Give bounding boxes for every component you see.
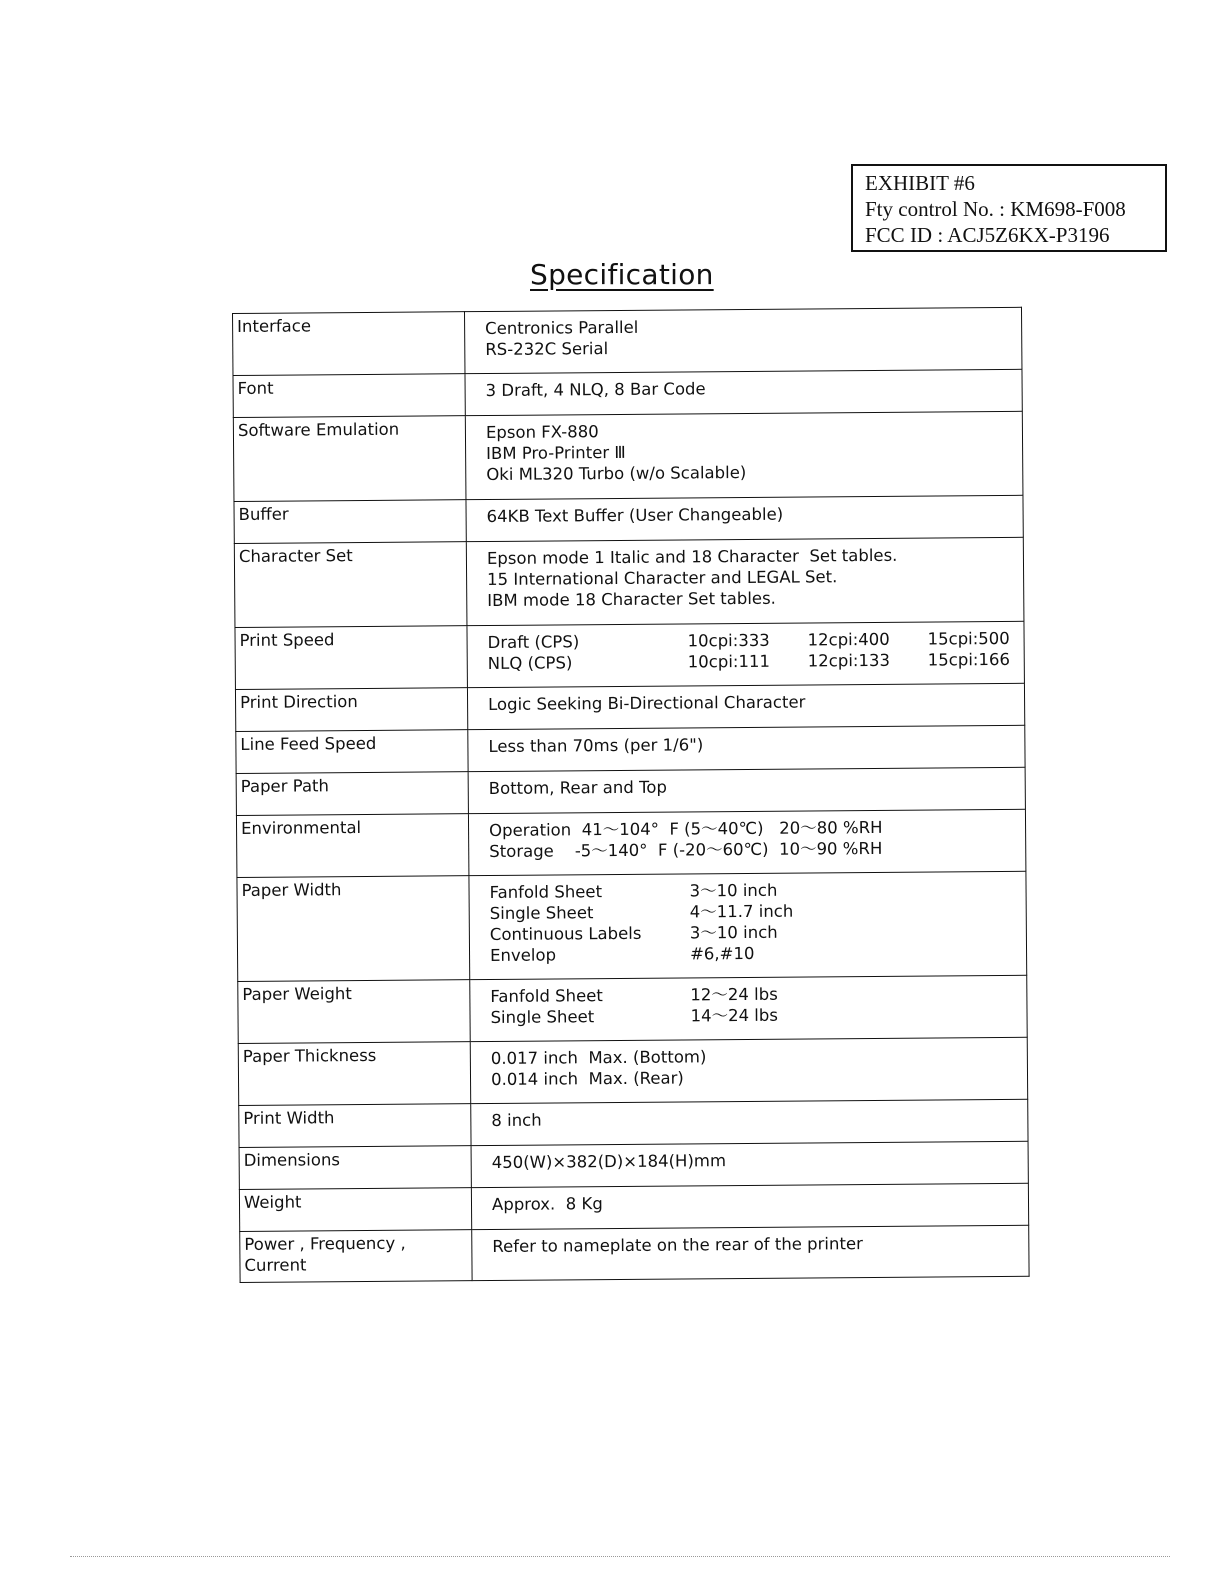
table-row xyxy=(236,767,1025,815)
table-row xyxy=(238,975,1027,1043)
value-line: Epson mode 1 Italic and 18 Character Set tables. xyxy=(486,545,898,569)
speed-10cpi: 10cpi:333 xyxy=(687,630,770,651)
value-line: Centronics Parallel xyxy=(485,317,639,339)
speed-mode: NLQ (CPS) xyxy=(487,653,573,674)
table-row xyxy=(239,1141,1028,1189)
paper-weight: 14～24 lbs xyxy=(690,1005,778,1026)
row-value xyxy=(466,495,1023,541)
paper-size: 3～10 inch xyxy=(689,880,778,901)
speed-12cpi: 12cpi:133 xyxy=(807,650,891,671)
specification-table xyxy=(232,307,1030,1283)
row-value xyxy=(471,1099,1028,1145)
row-value xyxy=(464,307,1021,373)
value-line: 15 International Character and LEGAL Set. xyxy=(487,567,838,590)
speed-nlq-line xyxy=(488,649,1018,674)
row-label: Print Direction xyxy=(235,688,467,732)
value-line: 64KB Text Buffer (User Changeable) xyxy=(486,504,784,527)
row-value xyxy=(467,621,1024,687)
table-row xyxy=(234,537,1024,627)
table-row xyxy=(234,495,1023,543)
value-line: 450(W)×382(D)×184(H)mm xyxy=(491,1151,727,1172)
paper-type: Continuous Labels xyxy=(489,923,642,944)
row-label: Buffer xyxy=(234,500,466,544)
value-line xyxy=(490,1003,1020,1028)
row-value xyxy=(469,871,1027,979)
row-label: Weight xyxy=(239,1188,471,1232)
speed-15cpi: 15cpi:166 xyxy=(927,649,1011,670)
table-row xyxy=(238,1037,1027,1105)
table-row xyxy=(237,871,1027,981)
row-value xyxy=(465,369,1022,415)
row-label: Software Emulation xyxy=(233,416,466,502)
table-row xyxy=(240,1225,1029,1282)
paper-type: Single Sheet xyxy=(489,903,594,923)
table-row xyxy=(233,411,1023,501)
row-value xyxy=(468,809,1025,875)
row-value xyxy=(465,411,1023,499)
table-row xyxy=(235,621,1024,689)
row-value xyxy=(472,1225,1029,1280)
value-line: 0.014 inch Max. (Rear) xyxy=(490,1068,684,1089)
row-label: Paper Thickness xyxy=(238,1042,470,1106)
paper-type: Envelop xyxy=(489,945,557,965)
exhibit-number: EXHIBIT #6 xyxy=(865,171,975,195)
row-label: Paper Width xyxy=(237,876,470,982)
speed-mode: Draft (CPS) xyxy=(487,632,580,653)
row-label: Paper Path xyxy=(236,772,468,816)
row-label: Dimensions xyxy=(239,1146,471,1190)
row-label: Print Width xyxy=(239,1104,471,1148)
value-line: Storage -5～140° F (-20～60℃) 10～90 %RH xyxy=(489,838,883,861)
row-value xyxy=(466,537,1024,625)
value-line: Epson FX-880 xyxy=(485,422,599,443)
row-value xyxy=(467,683,1024,729)
table-row xyxy=(239,1099,1028,1147)
value-line: Logic Seeking Bi-Directional Character xyxy=(488,692,806,715)
row-value xyxy=(468,767,1025,813)
value-line: 0.017 inch Max. (Bottom) xyxy=(490,1047,707,1068)
row-value xyxy=(470,975,1027,1041)
value-line: 3 Draft, 4 NLQ, 8 Bar Code xyxy=(485,379,706,401)
row-label: Font xyxy=(233,374,465,418)
paper-size: 4～11.7 inch xyxy=(689,901,794,922)
page-title: Specification xyxy=(530,258,714,291)
paper-size: 3～10 inch xyxy=(689,922,778,943)
value-line: 8 inch xyxy=(491,1110,542,1130)
value-line xyxy=(490,941,1020,966)
value-line: IBM Pro-Printer Ⅲ xyxy=(486,442,626,464)
row-label: Line Feed Speed xyxy=(236,730,468,774)
speed-10cpi: 10cpi:111 xyxy=(687,651,771,672)
speed-15cpi: 15cpi:500 xyxy=(927,628,1010,649)
value-line: Less than 70ms (per 1/6") xyxy=(488,735,704,756)
table-row xyxy=(236,725,1025,773)
speed-12cpi: 12cpi:400 xyxy=(807,629,890,650)
paper-weight: 12～24 lbs xyxy=(690,984,778,1005)
exhibit-box xyxy=(851,164,1167,252)
paper-type: Fanfold Sheet xyxy=(489,882,603,902)
value-line: Approx. 8 Kg xyxy=(491,1194,603,1214)
row-label: Power , Frequency , Current xyxy=(240,1230,472,1283)
factory-control-number: Fty control No. : KM698-F008 xyxy=(865,197,1126,221)
row-value xyxy=(471,1183,1028,1229)
row-value xyxy=(471,1141,1028,1187)
paper-type: Fanfold Sheet xyxy=(490,986,603,1006)
value-line: IBM mode 18 Character Set tables. xyxy=(487,588,776,611)
table-row xyxy=(235,683,1024,731)
row-label: Paper Weight xyxy=(238,980,470,1044)
row-label: Character Set xyxy=(234,542,467,628)
table-row xyxy=(233,369,1022,417)
value-line: Oki ML320 Turbo (w/o Scalable) xyxy=(486,462,747,485)
row-label: Print Speed xyxy=(235,626,467,690)
row-label: Environmental xyxy=(236,814,468,878)
value-line: Bottom, Rear and Top xyxy=(488,777,667,798)
paper-type: Single Sheet xyxy=(490,1007,595,1027)
table-row xyxy=(236,809,1025,877)
value-line: Operation 41～104° F (5～40℃) 20～80 %RH xyxy=(488,817,883,840)
table-row xyxy=(233,307,1022,375)
fcc-id: FCC ID : ACJ5Z6KX-P3196 xyxy=(865,223,1110,247)
row-label: Interface xyxy=(233,312,465,376)
table-row xyxy=(239,1183,1028,1231)
row-value xyxy=(468,725,1025,771)
value-line: RS-232C Serial xyxy=(485,339,609,360)
paper-size: #6,#10 xyxy=(689,943,755,964)
row-value xyxy=(470,1037,1027,1103)
value-line: Refer to nameplate on the rear of the printer xyxy=(492,1234,863,1256)
scan-artifact-line xyxy=(70,1556,1170,1561)
